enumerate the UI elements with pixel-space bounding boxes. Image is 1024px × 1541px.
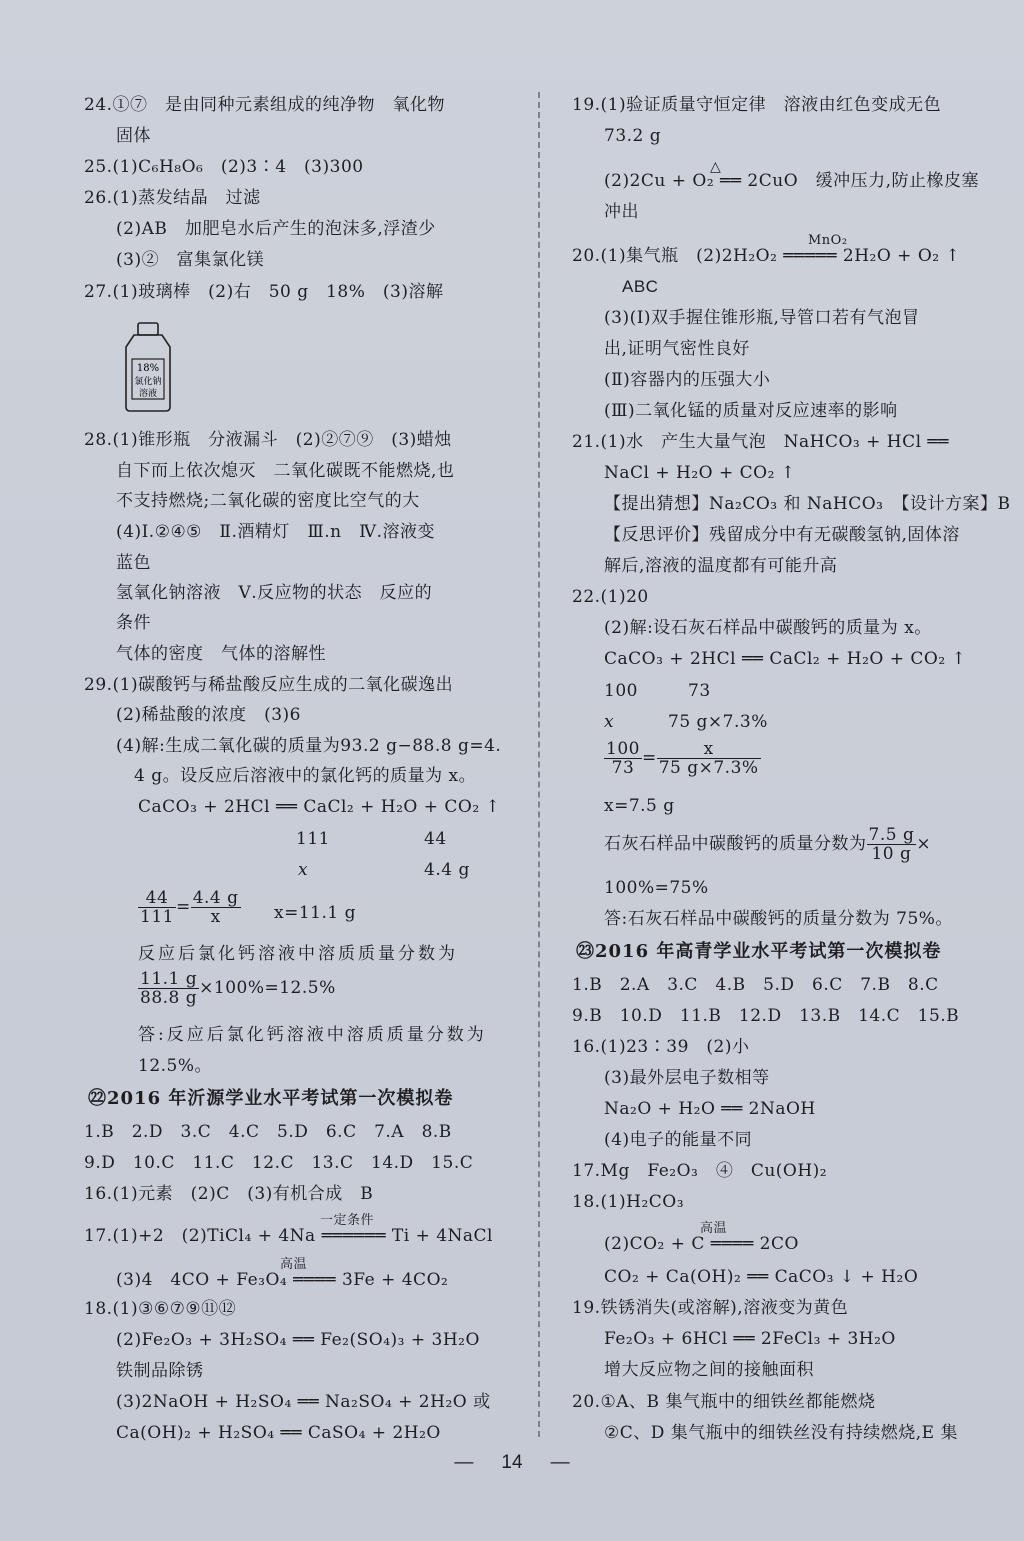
- answer-28-cont2: 不支持燃烧;二氧化碳的密度比空气的大: [116, 491, 420, 511]
- fraction-4.4-x: $\frac{4.4 g}{x}$: [192, 888, 239, 927]
- result-x-2: x=7.5 g: [604, 796, 675, 816]
- proportion-equation-2: $\frac{100}{73}$ = $\frac{x}{75 g\times 7.3\%}$: [606, 739, 759, 778]
- answer-19-mass: 73.2 g: [604, 126, 662, 146]
- answer-22-2: (2)解:设石灰石样品中碳酸钙的质量为 x。: [604, 618, 932, 638]
- mass-hcl: 75 g×7.3%: [668, 712, 768, 732]
- answer-16-b: 16.(1)23∶39 (2)小: [572, 1037, 750, 1057]
- answer-18-2-cont: 铁制品除锈: [116, 1361, 204, 1381]
- fraction-7.5-10: $\frac{7.5 g}{10 g}$: [868, 825, 915, 864]
- fraction-100-73: $\frac{100}{73}$: [606, 739, 640, 778]
- condition-high-temp-2: 高温: [700, 1221, 728, 1236]
- section-heading-23: ㉓2016 年高青学业水平考试第一次模拟卷: [576, 941, 942, 962]
- answer-21-reflection: 【反思评价】残留成分中有无碳酸氢钠,固体溶: [604, 525, 960, 545]
- answer-21-cont: NaCl + H₂O + CO₂ ↑: [604, 463, 796, 483]
- mass-fraction-result: 100%=75%: [604, 878, 709, 898]
- answer-19-b: 19.铁锈消失(或溶解),溶液变为黄色: [572, 1298, 849, 1318]
- mass-co2: 4.4 g: [424, 860, 470, 880]
- fraction-x-hcl: $\frac{x}{75 g\times 7.3\%}$: [658, 739, 759, 778]
- answer-21-hypothesis: 【提出猜想】Na₂CO₃ 和 NaHCO₃ 【设计方案】B: [604, 494, 1011, 514]
- answer-19-b-cont: 增大反应物之间的接触面积: [604, 1360, 814, 1380]
- answer-28: 28.(1)锥形瓶 分液漏斗 (2)②⑦⑨ (3)蜡烛: [84, 430, 452, 450]
- answer-28-6: 气体的密度 气体的溶解性: [116, 644, 326, 664]
- fraction-11.1-88.8: $\frac{11.1 g}{88.8 g}$: [140, 969, 198, 1008]
- bottle-label-substance: 氯化钠: [134, 377, 162, 387]
- column-divider: [538, 92, 540, 1437]
- answer-17-b: 17.Mg Fe₂O₃ ④ Cu(OH)₂: [572, 1161, 828, 1181]
- equation-co2-caoh2: CO₂ + Ca(OH)₂ ══ CaCO₃ ↓ + H₂O: [604, 1267, 919, 1287]
- answer-20-abc: ABC: [622, 277, 659, 296]
- condition-catalyst: MnO₂: [808, 233, 848, 248]
- bottle-label-concentration: 18%: [136, 363, 160, 374]
- answer-19-2-cont: 冲出: [604, 202, 639, 222]
- equation-caco3-hcl-2: CaCO₃ + 2HCl ══ CaCl₂ + H₂O + CO₂ ↑: [604, 649, 967, 669]
- answer-29-fraction-label: 反应后氯化钙溶液中溶质质量分数为: [138, 944, 458, 964]
- answer-16: 16.(1)元素 (2)C (3)有机合成 B: [84, 1184, 374, 1204]
- answer-22: 22.(1)20: [572, 587, 649, 607]
- page-number: — 14 —: [454, 1452, 570, 1473]
- mc-answers-1-8-b: 1.B 2.A 3.C 4.B 5.D 6.C 7.B 8.C: [572, 975, 939, 995]
- answer-20: 20.(1)集气瓶 (2)2H₂O₂ ═════ 2H₂O + O₂ ↑: [572, 246, 961, 266]
- answer-18: 18.(1)③⑥⑦⑨⑪⑫: [84, 1299, 237, 1319]
- answer-26-2: (2)AB 加肥皂水后产生的泡沫多,浮渣少: [116, 219, 436, 239]
- condition-high-temp: 高温: [280, 1257, 308, 1272]
- condition-label: 一定条件: [320, 1213, 375, 1228]
- answer-20-b-cont: ②C、D 集气瓶中的细铁丝没有持续燃烧,E 集: [604, 1423, 958, 1443]
- mc-answers-9-15-b: 9.B 10.D 11.B 12.D 13.B 14.C 15.B: [572, 1006, 960, 1026]
- answer-20-3-i: (3)(Ⅰ)双手握住锥形瓶,导管口若有气泡冒: [604, 308, 920, 328]
- answer-25: 25.(1)C₆H₈O₆ (2)3∶4 (3)300: [84, 157, 364, 177]
- molar-mass-co2: 44: [424, 829, 447, 849]
- answer-18-3-cont: Ca(OH)₂ + H₂SO₄ ══ CaSO₄ + 2H₂O: [116, 1423, 441, 1443]
- answer-20-3-i-cont: 出,证明气密性良好: [604, 339, 750, 359]
- answer-20-3-iii: (Ⅲ)二氧化锰的质量对反应速率的影响: [604, 401, 898, 421]
- molar-mass-cacl2: 111: [296, 829, 330, 849]
- answer-28-5-cont: 条件: [116, 613, 151, 633]
- section-heading-22: ㉒2016 年沂源学业水平考试第一次模拟卷: [88, 1088, 454, 1109]
- answer-27: 27.(1)玻璃棒 (2)右 50 g 18% (3)溶解: [84, 282, 444, 302]
- equation-fe2o3-hcl: Fe₂O₃ + 6HCl ══ 2FeCl₃ + 3H₂O: [604, 1329, 896, 1349]
- proportion-equation: $\frac{44}{111}$ = $\frac{4.4 g}{x}$: [140, 888, 239, 927]
- equation-caco3-hcl: CaCO₃ + 2HCl ══ CaCl₂ + H₂O + CO₂ ↑: [138, 797, 501, 817]
- answer-29-conclusion: 答:反应后氯化钙溶液中溶质质量分数为: [138, 1025, 487, 1045]
- answer-28-5: 氢氧化钠溶液 Ⅴ.反应物的状态 反应的: [116, 583, 433, 603]
- answer-28-4-cont: 蓝色: [116, 553, 151, 573]
- answer-28-4: (4)Ⅰ.②④⑤ Ⅱ.酒精灯 Ⅲ.n Ⅳ.溶液变: [116, 522, 436, 542]
- mc-answers-9-15: 9.D 10.C 11.C 12.C 13.C 14.D 15.C: [84, 1153, 474, 1173]
- answer-24-cont: 固体: [116, 126, 151, 146]
- result-x: x=11.1 g: [274, 903, 356, 923]
- unknown-x: x: [298, 860, 309, 880]
- answer-28-cont1: 自下而上依次熄灭 二氧化碳既不能燃烧,也: [116, 461, 455, 481]
- answer-16-3-b: (3)最外层电子数相等: [604, 1068, 770, 1088]
- answer-21-reflection-cont: 解后,溶液的温度都有可能升高: [604, 556, 838, 576]
- answer-26: 26.(1)蒸发结晶 过滤: [84, 188, 261, 208]
- answer-18-b: 18.(1)H₂CO₃: [572, 1192, 685, 1212]
- mc-answers-1-8: 1.B 2.D 3.C 4.C 5.D 6.C 7.A 8.B: [84, 1122, 452, 1142]
- mass-fraction-calc: $\frac{11.1 g}{88.8 g}$ ×100%=12.5%: [140, 969, 336, 1008]
- bottle-label-solution: 溶液: [138, 389, 158, 399]
- mass-fraction-label: 石灰石样品中碳酸钙的质量分数为 $\frac{7.5 g}{10 g}$ ×: [604, 825, 932, 864]
- answer-16-4-b: (4)电子的能量不同: [604, 1130, 753, 1150]
- answer-26-3: (3)② 富集氯化镁: [116, 250, 265, 270]
- answer-29-2: (2)稀盐酸的浓度 (3)6: [116, 705, 301, 725]
- answer-29-4-cont: 4 g。设反应后溶液中的氯化钙的质量为 x。: [134, 766, 477, 786]
- equation-na2o: Na₂O + H₂O ══ 2NaOH: [604, 1099, 816, 1119]
- unknown-x-2: x: [604, 712, 615, 732]
- molar-mass-caco3: 100: [604, 681, 638, 701]
- page-number-value: 14: [501, 1452, 523, 1473]
- answer-24: 24.①⑦ 是由同种元素组成的纯净物 氧化物: [84, 95, 446, 115]
- answer-18-2-b: (2)CO₂ + C ════ 2CO: [604, 1234, 799, 1254]
- answer-29-conclusion-value: 12.5%。: [138, 1056, 213, 1076]
- answer-19-2: (2)2Cu + O₂ ══ 2CuO 缓冲压力,防止橡皮塞: [604, 171, 980, 191]
- answer-17: 17.(1)+2 (2)TiCl₄ + 4Na ══════ Ti + 4NaCl: [84, 1226, 493, 1246]
- answer-20-b: 20.①A、B 集气瓶中的细铁丝都能燃烧: [572, 1392, 876, 1412]
- answer-21: 21.(1)水 产生大量气泡 NaHCO₃ + HCl ══: [572, 432, 949, 452]
- fraction-44-111: $\frac{44}{111}$: [140, 888, 174, 927]
- answer-22-conclusion: 答:石灰石样品中碳酸钙的质量分数为 75%。: [604, 909, 953, 929]
- answer-29: 29.(1)碳酸钙与稀盐酸反应生成的二氧化碳逸出: [84, 675, 454, 695]
- answer-29-4: (4)解:生成二氧化碳的质量为93.2 g−88.8 g=4.: [116, 736, 502, 756]
- answer-18-3: (3)2NaOH + H₂SO₄ ══ Na₂SO₄ + 2H₂O 或: [116, 1392, 491, 1412]
- answer-19: 19.(1)验证质量守恒定律 溶液由红色变成无色: [572, 95, 942, 115]
- condition-heat: △: [710, 159, 722, 175]
- reagent-bottle-icon: [120, 321, 176, 413]
- answer-17-3: (3)4 4CO + Fe₃O₄ ════ 3Fe + 4CO₂: [116, 1270, 449, 1290]
- answer-20-3-ii: (Ⅱ)容器内的压强大小: [604, 370, 771, 390]
- molar-mass-hcl: 73: [688, 681, 711, 701]
- answer-18-2: (2)Fe₂O₃ + 3H₂SO₄ ══ Fe₂(SO₄)₃ + 3H₂O: [116, 1330, 480, 1350]
